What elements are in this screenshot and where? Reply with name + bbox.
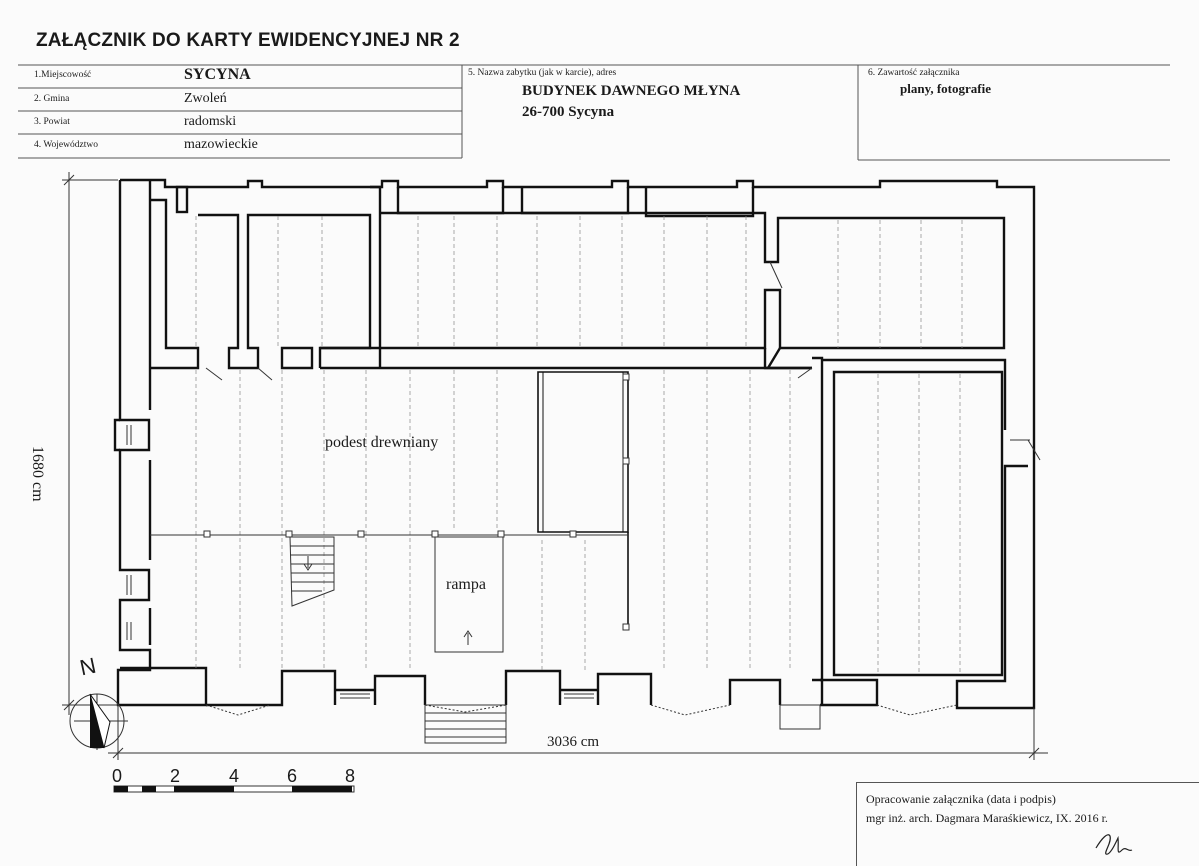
dim-horizontal: 3036 cm [547,734,600,750]
scale-tick-4: 4 [229,766,240,786]
miejscowosc-value: SYCYNA [184,66,251,83]
zawartosc-label: 6. Zawartość załącznika [868,68,960,78]
nazwa-line1: BUDYNEK DAWNEGO MŁYNA [522,83,741,99]
zawartosc-value: plany, fotografie [900,81,991,96]
powiat-label: 3. Powiat [34,117,70,127]
north-label: N [77,652,99,681]
gmina-label: 2. Gmina [34,94,70,104]
nazwa-label: 5. Nazwa zabytku (jak w karcie), adres [468,68,617,78]
nazwa-line2: 26-700 Sycyna [522,104,615,120]
powiat-value: radomski [184,114,237,129]
scale-tick-2: 2 [170,766,181,786]
gmina-value: Zwoleń [184,91,227,106]
scale-tick-0: 0 [112,766,123,786]
rampa [435,537,503,652]
window-marks [127,425,1030,698]
miejscowosc-label: 1.Miejscowość [34,70,92,80]
podest-edge-line [150,374,629,630]
wojewodztwo-label: 4. Województwo [34,140,98,150]
floor-plan [115,180,1034,708]
structural-grid [196,216,962,672]
label-podest: podest drewniany [325,434,439,451]
north-arrow-icon [70,694,128,750]
scale-tick-6: 6 [287,766,298,786]
footer-line2: mgr inż. arch. Dagmara Maraśkiewicz, IX. 2016 r. [866,811,1108,825]
wojewodztwo-value: mazowieckie [184,137,258,152]
dim-vertical: 1680 cm [29,446,46,502]
label-rampa: rampa [446,576,486,593]
scale-tick-8: 8 [345,766,356,786]
footer-line1: Opracowanie załącznika (data i podpis) [866,792,1056,806]
entrance-steps [425,705,506,743]
document-title: ZAŁĄCZNIK DO KARTY EWIDENCYJNEJ NR 2 [36,30,460,51]
staircase [290,537,334,606]
